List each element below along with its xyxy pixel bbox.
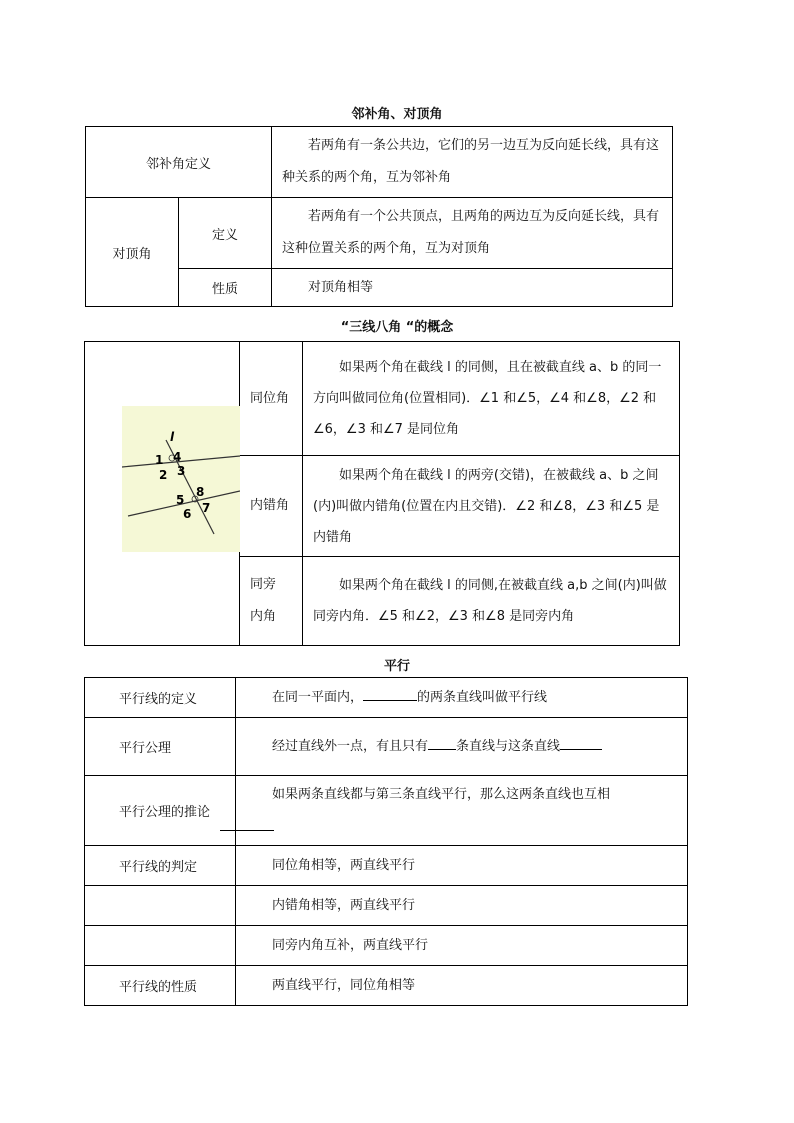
parallel-criteria-label: 平行线的判定 [85, 846, 236, 886]
cointerior-angle-label [240, 557, 303, 646]
property-corresponding: 两直线平行，同位角相等 [236, 966, 688, 1006]
definition-label: 定义 [179, 198, 272, 269]
adjacent-angle-label: 邻补角定义 [86, 127, 272, 198]
three-lines-eight-angles-table [84, 341, 680, 646]
parallel-properties-label: 平行线的性质 [85, 966, 236, 1006]
parallel-axiom-mid: 条直线与这条直线 [456, 738, 561, 754]
parallel-definition-pre: 在同一平面内， [272, 689, 364, 705]
section2-title: “三线八角 “的概念 [340, 320, 454, 335]
fig-label-6: 6 [183, 507, 192, 521]
corresponding-angle-label: 同位角 [240, 342, 303, 456]
cointerior-label-line1: 同旁 [250, 577, 277, 592]
criteria-alternate: 内错角相等，两直线平行 [236, 886, 688, 926]
parallel-corollary-label: 平行公理的推论 [85, 776, 236, 846]
section3-title: 平行 [383, 659, 410, 674]
fig-label-3: 3 [177, 464, 186, 478]
empty-label-cell [85, 886, 236, 926]
vertical-angle-property: 对顶角相等 [272, 269, 673, 307]
alternate-angle-label: 内错角 [240, 456, 303, 557]
parallel-corollary-sentence: 如果两条直线都与第三条直线平行，那么这两条直线也互相 [272, 786, 611, 802]
figure-cell [85, 342, 240, 646]
fill-blank[interactable] [363, 686, 417, 701]
parallel-table [84, 677, 688, 1006]
parallel-definition-label: 平行线的定义 [85, 678, 236, 718]
cointerior-label-line2: 内角 [250, 609, 277, 624]
parallel-axiom-label: 平行公理 [85, 718, 236, 776]
criteria-cointerior: 同旁内角互补，两直线平行 [236, 926, 688, 966]
fig-label-7: 7 [202, 501, 211, 515]
criteria-corresponding: 同位角相等，两直线平行 [236, 846, 688, 886]
alternate-angle-text: 如果两个角在截线 l 的两旁(交错)，在被截线 a、b 之间(内)叫做内错角(位置在内且交错)．∠2 和∠8，∠3 和∠5 是内错角 [303, 456, 680, 557]
property-label: 性质 [179, 269, 272, 307]
section1-title: 邻补角、对顶角 [351, 107, 443, 122]
corresponding-angle-text: 如果两个角在截线 l 的同侧，且在被截直线 a、b 的同一方向叫做同位角(位置相同)．∠1 和∠5，∠4 和∠8，∠2 和∠6，∠3 和∠7 是同位角 [303, 342, 680, 456]
vertical-angle-definition: 若两角有一个公共顶点，且两角的两边互为反向延长线，具有这种位置关系的两个角，互为对顶角 [272, 198, 673, 269]
fill-blank[interactable] [560, 735, 602, 750]
parallel-corollary-text [236, 776, 688, 846]
parallel-axiom-pre: 经过直线外一点，有且只有 [272, 738, 429, 754]
fig-label-2: 2 [159, 468, 168, 482]
cointerior-angle-text: 如果两个角在截线 l 的同侧,在被截直线 a,b 之间(内)叫做同旁内角．∠5 和∠2，∠3 和∠8 是同旁内角 [303, 557, 680, 646]
parallel-definition-post: 的两条直线叫做平行线 [417, 689, 548, 705]
fig-label-8: 8 [196, 485, 205, 499]
vertical-angle-label: 对顶角 [86, 198, 179, 307]
fig-label-5: 5 [176, 493, 185, 507]
adjacent-angle-text: 若两角有一条公共边，它们的另一边互为反向延长线，具有这种关系的两个角，互为邻补角 [272, 127, 673, 198]
fill-blank[interactable] [220, 816, 274, 831]
adjacent-vertical-table [85, 126, 673, 307]
fill-blank[interactable] [428, 735, 456, 750]
fig-label-1: 1 [155, 453, 164, 467]
transversal-figure [122, 406, 240, 552]
parallel-axiom-text [236, 718, 688, 776]
empty-label-cell [85, 926, 236, 966]
fig-label-4: 4 [173, 450, 182, 464]
parallel-definition-text [236, 678, 688, 718]
fig-label-l: l [170, 430, 175, 444]
